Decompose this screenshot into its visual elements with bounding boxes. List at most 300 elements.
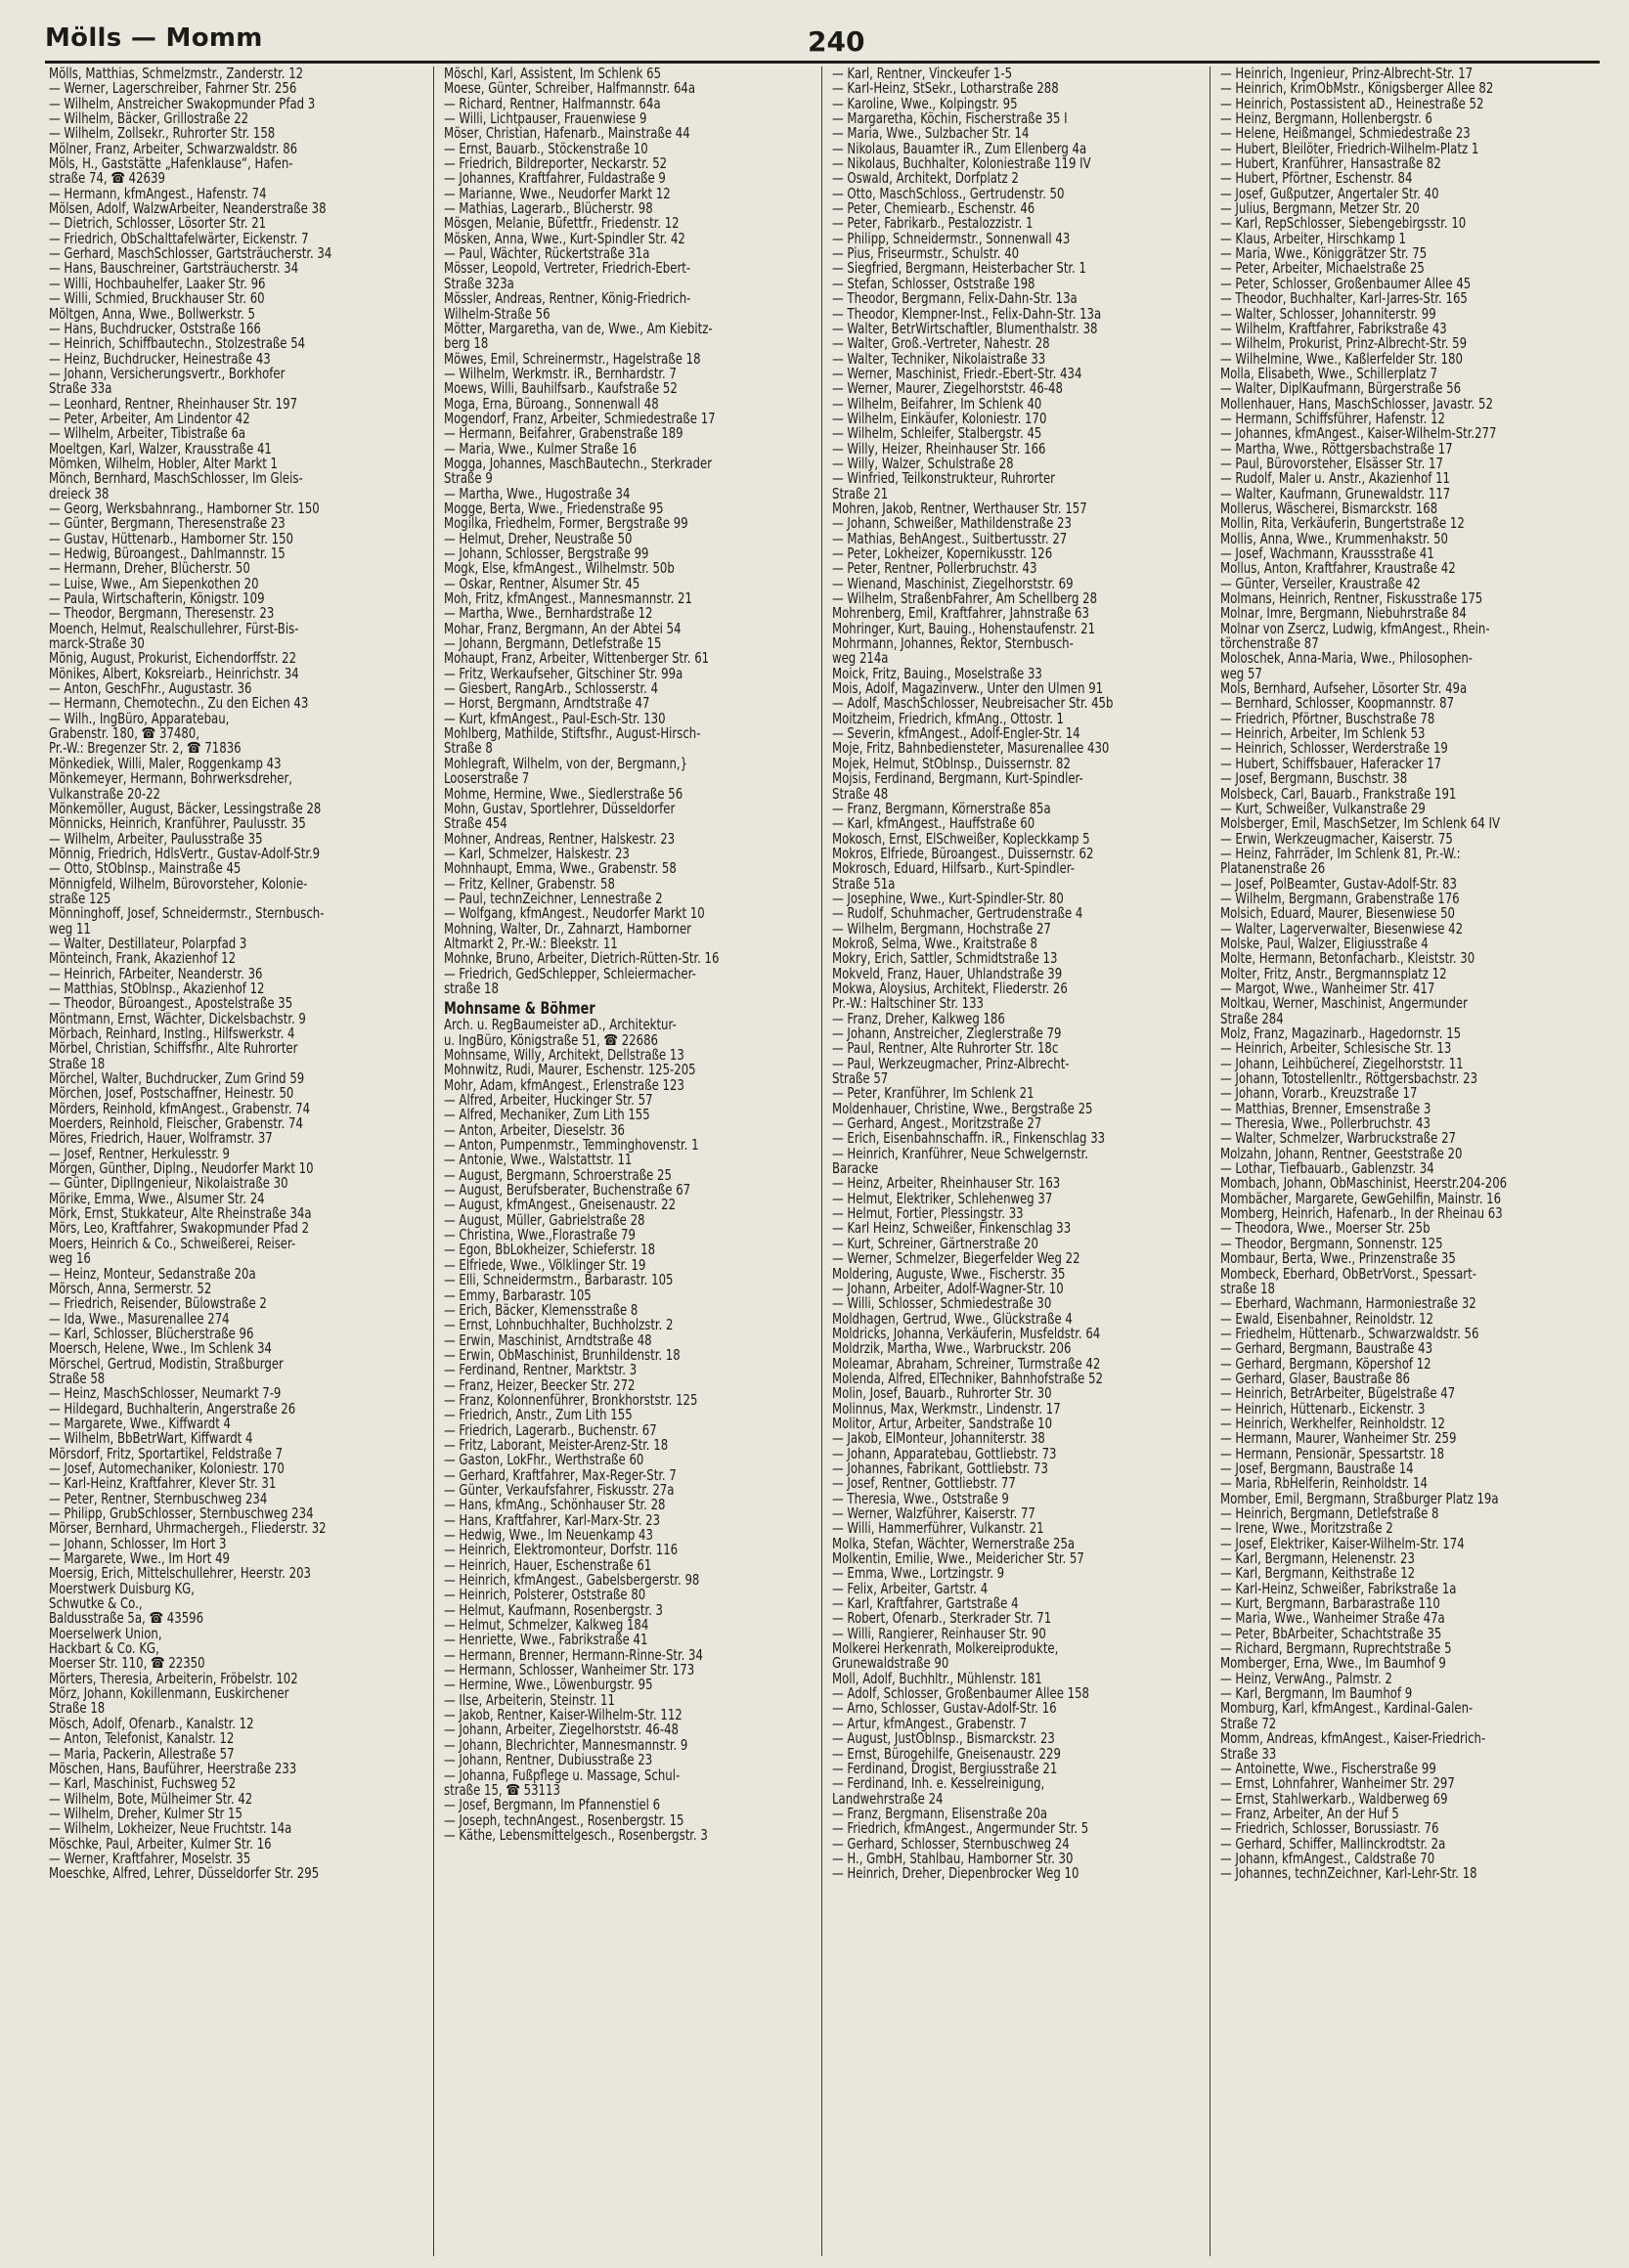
directory-entry: — Henriette, Wwe., Fabrikstraße 41: [444, 1631, 648, 1649]
directory-entry: — Nikolaus, Bauamter iR., Zum Ellenberg 4a: [832, 139, 1087, 157]
directory-entry: — Heinz, VerwAng., Palmstr. 2: [1220, 1669, 1392, 1687]
directory-entry: Möntmann, Ernst, Wächter, Dickelsbachstr. 9: [49, 1009, 306, 1027]
directory-entry: — Otto, StOblnsp., Mainstraße 45: [49, 859, 242, 878]
directory-entry: — Heinrich, Schlosser, Werderstraße 19: [1220, 739, 1448, 758]
directory-entry: — Walter, Destillateur, Polarpfad 3: [49, 934, 247, 952]
directory-entry: — Karl, kfmAngest., Hauffstraße 60: [832, 814, 1035, 833]
directory-entry: Momber, Emil, Bergmann, Straßburger Platz 19a: [1220, 1489, 1499, 1507]
directory-entry: — Philipp, GrubSchlosser, Sternbuschweg 234: [49, 1505, 314, 1522]
directory-entry: — Johannes, kfmAngest., Kaiser-Wilhelm-Str.277: [1220, 424, 1497, 443]
directory-entry: Straße 323a: [444, 274, 514, 292]
directory-entry: — Karoline, Wwe., Kolpingstr. 95: [832, 94, 1018, 112]
directory-entry: — Rudolf, Maler u. Anstr., Akazienhof 11: [1220, 469, 1450, 488]
directory-entry: — H., GmbH, Stahlbau, Hamborner Str. 30: [832, 1849, 1074, 1867]
directory-entry: Moews, Willi, Bauhilfsarb., Kaufstraße 52: [444, 379, 678, 398]
directory-entry: — Heinrich, Dreher, Diepenbrocker Weg 10: [832, 1864, 1079, 1883]
directory-entry: Mohr, Adam, kfmAngest., Erlenstraße 123: [444, 1075, 684, 1094]
directory-entry: — Peter, BbArbeiter, Schachtstraße 35: [1220, 1624, 1442, 1642]
column-3: [821, 66, 1210, 2256]
directory-entry: — Hans, Bauschreiner, Gartsträucherstr. 34: [49, 259, 299, 278]
directory-entry: — Kurt, Schweißer, Vulkanstraße 29: [1220, 799, 1426, 817]
directory-entry: — Helmut, Kaufmann, Rosenbergstr. 3: [444, 1600, 663, 1619]
directory-entry: Möschen, Hans, Bauführer, Heerstraße 233: [49, 1759, 297, 1777]
directory-entry: — Ferdinand, Inh. e. Kesselreinigung,: [832, 1774, 1045, 1793]
directory-entry: — Josef, Bergmann, Im Pfannenstiel 6: [444, 1796, 661, 1814]
directory-entry: Straße 72: [1220, 1714, 1277, 1732]
directory-entry: — Hermann, Pensionär, Spessartstr. 18: [1220, 1444, 1445, 1462]
directory-entry: straße 125: [49, 889, 111, 907]
directory-entry: — Karl, Bergmann, Im Baumhof 9: [1220, 1684, 1413, 1703]
directory-entry: Mokry, Erich, Sattler, Schmidtstraße 13: [832, 949, 1058, 968]
header-rule: [45, 61, 1600, 64]
directory-entry: Moerders, Reinhold, Fleischer, Grabenstr. 74: [49, 1114, 303, 1133]
directory-entry: Mörsdorf, Fritz, Sportartikel, Feldstraße 7: [49, 1444, 284, 1462]
directory-entry: — Franz, Arbeiter, An der Huf 5: [1220, 1804, 1399, 1822]
running-head: Mölls — Momm: [45, 23, 263, 53]
directory-entry: — Theodor, Buchhalter, Karl-Jarres-Str. 165: [1220, 289, 1468, 308]
directory-entry: Mokosch, Ernst, ElSchweißer, Kopleckkamp 5: [832, 829, 1090, 848]
directory-entry: — Rudolf, Schuhmacher, Gertrudenstraße 4: [832, 904, 1083, 923]
directory-entry: — Friedrich, Reisender, Bülowstraße 2: [49, 1294, 267, 1313]
directory-entry: Moje, Fritz, Bahnbediensteter, Masurenallee 430: [832, 739, 1110, 758]
directory-entry: — Emmy, Barbarastr. 105: [444, 1286, 592, 1304]
directory-entry: — Werner, Maschinist, Friedr.-Ebert-Str. 434: [832, 364, 1082, 382]
directory-entry: — Severin, kfmAngest., Adolf-Engler-Str. 14: [832, 724, 1080, 743]
directory-entry: — Heinrich, FArbeiter, Neanderstr. 36: [49, 964, 263, 982]
directory-entry: — Paul, Wächter, Rückertstraße 31a: [444, 244, 650, 263]
directory-entry: Molsich, Eduard, Maurer, Biesenwiese 50: [1220, 904, 1456, 923]
directory-entry: — Nikolaus, Buchhalter, Koloniestraße 119 IV: [832, 154, 1091, 173]
directory-entry: Wilhelm-Straße 56: [444, 304, 550, 323]
directory-entry: — Werner, Schmelzer, Biegerfelder Weg 22: [832, 1249, 1080, 1268]
directory-entry: — Mathias, BehAngest., Suitbertusstr. 27: [832, 529, 1068, 547]
directory-entry: — Johannes, technZeichner, Karl-Lehr-Str. 18: [1220, 1864, 1477, 1883]
directory-entry: Moitzheim, Friedrich, kfmAng., Ottostr. 1: [832, 709, 1064, 727]
directory-entry: Mohlberg, Mathilde, Stiftsfhr., August-Hirsch-: [444, 724, 701, 743]
directory-entry: — Friedhelm, Hüttenarb., Schwarzwaldstr. 56: [1220, 1324, 1479, 1342]
directory-entry: — Peter, Rentner, Sternbuschweg 234: [49, 1489, 268, 1507]
directory-entry: — Friedrich, GedSchlepper, Schleiermacher-: [444, 964, 696, 982]
directory-entry: Mokwa, Aloysius, Architekt, Fliederstr. 26: [832, 979, 1068, 997]
directory-entry: — Wilhelm, Arbeiter, Paulusstraße 35: [49, 829, 263, 848]
directory-entry: — Karl, Schlosser, Blücherstraße 96: [49, 1324, 254, 1342]
directory-entry: — Robert, Ofenarb., Sterkrader Str. 71: [832, 1609, 1052, 1628]
directory-entry: Mokveld, Franz, Hauer, Uhlandstraße 39: [832, 964, 1063, 982]
directory-entry: Mohner, Andreas, Rentner, Halskestr. 23: [444, 829, 676, 848]
directory-entry: — Elfriede, Wwe., Völklinger Str. 19: [444, 1255, 646, 1274]
directory-entry: — Erwin, Werkzeugmacher, Kaiserstr. 75: [1220, 829, 1453, 848]
directory-entry: — Johann, kfmAngest., Caldstraße 70: [1220, 1849, 1435, 1867]
directory-entry: — Joseph, technAngest., Rosenbergstr. 15: [444, 1810, 684, 1829]
directory-entry: — Maria, Wwe., Königgrätzer Str. 75: [1220, 244, 1428, 263]
directory-entry: Mombeck, Eberhard, ObBetrVorst., Spessart-: [1220, 1264, 1476, 1283]
directory-entry: — Kurt, Schreiner, Gärtnerstraße 20: [832, 1234, 1038, 1252]
directory-entry: — Gerhard, Glaser, Baustraße 86: [1220, 1369, 1410, 1387]
directory-entry: — Hubert, Kranführer, Hansastraße 82: [1220, 154, 1441, 173]
directory-entry: — Paula, Wirtschafterin, Königstr. 109: [49, 589, 265, 608]
directory-entry: — Anton, Pumpenmstr., Temminghovenstr. 1: [444, 1136, 699, 1155]
directory-entry: Molla, Elisabeth, Wwe., Schillerplatz 7: [1220, 364, 1438, 382]
directory-entry: — Willy, Heizer, Rheinhauser Str. 166: [832, 439, 1046, 458]
directory-entry: — Matthias, StOblnsp., Akazienhof 12: [49, 979, 265, 997]
directory-entry: — Hans, Kraftfahrer, Karl-Marx-Str. 23: [444, 1510, 661, 1529]
directory-entry: weg 16: [49, 1249, 91, 1268]
directory-entry: — Hildegard, Buchhalterin, Angerstraße 26: [49, 1399, 296, 1418]
directory-entry: Straße 57: [832, 1069, 889, 1088]
directory-entry: weg 214a: [832, 649, 889, 668]
directory-entry: — Georg, Werksbahnrang., Hamborner Str. 150: [49, 499, 320, 517]
directory-entry: Mombach, Johann, ObMaschinist, Heerstr.204-206: [1220, 1174, 1508, 1193]
directory-entry: — Gerhard, MaschSchlosser, Gartsträucherstr. 34: [49, 244, 332, 263]
directory-entry: — Mathias, Lagerarb., Blücherstr. 98: [444, 199, 653, 218]
directory-entry: — Wilhelm, Beifahrer, Im Schlenk 40: [832, 394, 1042, 413]
directory-entry: — Kurt, Bergmann, Barbarastraße 110: [1220, 1594, 1440, 1613]
directory-entry: — Friedrich, ObSchalttafelwärter, Eickenstr. 7: [49, 229, 309, 247]
directory-entry: — Franz, Dreher, Kalkweg 186: [832, 1009, 1005, 1027]
directory-entry: — Hans, Buchdrucker, Oststraße 166: [49, 319, 261, 337]
directory-entry: u. IngBüro, Königstraße 51, ☎ 22686: [444, 1030, 658, 1049]
directory-entry: — Hans, kfmAng., Schönhauser Str. 28: [444, 1496, 666, 1514]
directory-entry: — Bernhard, Schlosser, Koopmannstr. 87: [1220, 694, 1455, 713]
directory-entry: — Maria, Packerin, Allestraße 57: [49, 1744, 235, 1763]
directory-entry: marck-Straße 30: [49, 634, 145, 653]
directory-entry: Straße 51a: [832, 874, 896, 893]
directory-entry: Moll, Adolf, Buchhltr., Mühlenstr. 181: [832, 1669, 1042, 1687]
directory-entry: Mönnicks, Heinrich, Kranführer, Paulusstr. 35: [49, 814, 306, 833]
column-4: [1210, 66, 1598, 2256]
directory-entry: — Walter, BetrWirtschaftler, Blumenthalstr. 38: [832, 319, 1098, 337]
directory-entry: — Arno, Schlosser, Gustav-Adolf-Str. 16: [832, 1699, 1057, 1718]
directory-entry: Möls, H., Gaststätte „Hafenklause“, Hafen-: [49, 154, 293, 173]
directory-entry: — Christina, Wwe.,Florastraße 79: [444, 1226, 636, 1244]
directory-entry: Molske, Paul, Walzer, Eligiusstraße 4: [1220, 934, 1429, 952]
directory-entry: Straße 58: [49, 1369, 106, 1387]
directory-entry: Mörschel, Gertrud, Modistin, Straßburger: [49, 1354, 284, 1373]
directory-entry: Mösch, Adolf, Ofenarb., Kanalstr. 12: [49, 1714, 254, 1732]
directory-entry: — Oskar, Rentner, Alsumer Str. 45: [444, 574, 640, 592]
directory-entry: Mönteinch, Frank, Akazienhof 12: [49, 949, 237, 968]
directory-entry: Molin, Josef, Bauarb., Ruhrorter Str. 30: [832, 1384, 1052, 1403]
directory-entry: — Werner, Lagerschreiber, Fahrner Str. 256: [49, 79, 297, 98]
directory-entry: Molsberger, Emil, MaschSetzer, Im Schlenk 64 IV: [1220, 814, 1500, 833]
directory-entry: Möres, Friedrich, Hauer, Wolframstr. 37: [49, 1129, 273, 1148]
directory-entry: Straße 48: [832, 784, 889, 803]
directory-entry: — Gustav, Hüttenarb., Hamborner Str. 150: [49, 529, 294, 547]
directory-entry: Moldenhauer, Christine, Wwe., Bergstraße 25: [832, 1099, 1093, 1117]
page-header: [45, 16, 1600, 66]
directory-entry: — Wilhelmine, Wwe., Kaßlerfelder Str. 180: [1220, 349, 1463, 368]
directory-entry: — Friedrich, kfmAngest., Angermunder Str. 5: [832, 1819, 1089, 1838]
directory-entry: — Wilhelm, Bäcker, Grillostraße 22: [49, 109, 249, 128]
directory-entry: — Wilhelm, StraßenbFahrer, Am Schellberg 28: [832, 589, 1098, 608]
directory-entry: Moga, Erna, Büroang., Sonnenwall 48: [444, 394, 659, 413]
directory-entry: Moerser Str. 110, ☎ 22350: [49, 1654, 205, 1673]
directory-entry: — Willi, Rangierer, Reinhauser Str. 90: [832, 1624, 1046, 1642]
directory-entry: — Gerhard, Bergmann, Baustraße 43: [1220, 1339, 1433, 1358]
directory-entry: Moerselwerk Union,: [49, 1624, 162, 1642]
directory-entry: Molka, Stefan, Wächter, Wernerstraße 25a: [832, 1534, 1076, 1552]
directory-entry: — Theodor, Bergmann, Theresenstr. 23: [49, 604, 275, 623]
directory-entry: Mörbel, Christian, Schiffsfhr., Alte Ruhrorter: [49, 1039, 298, 1058]
directory-entry: — Paul, technZeichner, Lennestraße 2: [444, 889, 663, 907]
directory-entry: Mohaupt, Franz, Arbeiter, Wittenberger Str. 61: [444, 649, 710, 668]
directory-entry: — Hedwig, Wwe., Im Neuenkamp 43: [444, 1526, 653, 1544]
directory-entry: — Karl, Schmelzer, Halskestr. 23: [444, 844, 630, 862]
directory-entry: Mohnsame & Böhmer: [444, 999, 595, 1020]
directory-entry: — Walter, Techniker, Nikolaistraße 33: [832, 349, 1046, 368]
directory-entry: — Franz, Kolonnenführer, Bronkhorststr. 125: [444, 1390, 698, 1409]
directory-entry: — Heinrich, Elektromonteur, Dorfstr. 116: [444, 1541, 679, 1559]
directory-entry: — Heinrich, Ingenieur, Prinz-Albrecht-Str. 17: [1220, 66, 1474, 82]
directory-entry: Straße 18: [49, 1054, 106, 1072]
directory-entry: — Kurt, kfmAngest., Paul-Esch-Str. 130: [444, 709, 666, 727]
directory-entry: — Josef, Bergmann, Buschstr. 38: [1220, 769, 1408, 788]
directory-entry: — Maria, Wwe., Sulzbacher Str. 14: [832, 124, 1030, 143]
directory-entry: Moerstwerk Duisburg KG,: [49, 1579, 195, 1597]
directory-entry: Mörgen, Günther, Diplng., Neudorfer Markt 10: [49, 1159, 314, 1178]
directory-entry: Mohning, Walter, Dr., Zahnarzt, Hamborner: [444, 919, 691, 938]
directory-entry: — August, kfmAngest., Gneisenaustr. 22: [444, 1196, 677, 1214]
directory-entry: Straße 18: [49, 1699, 106, 1718]
directory-entry: — Theresia, Wwe., Pollerbruchstr. 43: [1220, 1114, 1431, 1133]
directory-entry: — Willi, Lichtpauser, Frauenwiese 9: [444, 109, 647, 128]
directory-entry: Möschke, Paul, Arbeiter, Kulmer Str. 16: [49, 1834, 272, 1853]
directory-entry: — Artur, kfmAngest., Grabenstr. 7: [832, 1714, 1028, 1732]
directory-entry: Mösgen, Melanie, Büfettfr., Friedenstr. 12: [444, 214, 680, 233]
directory-entry: Mönnigfeld, Wilhelm, Bürovorsteher, Kolonie-: [49, 874, 308, 893]
directory-entry: Platanenstraße 26: [1220, 859, 1326, 878]
directory-entry: — Ferdinand, Rentner, Marktstr. 3: [444, 1361, 638, 1379]
directory-entry: — Johann, Arbeiter, Ziegelhorststr. 46-48: [444, 1721, 679, 1739]
directory-entry: — Willi, Schmied, Bruckhauser Str. 60: [49, 289, 265, 308]
directory-entry: Moldricks, Johanna, Verkäuferin, Musfeldstr. 64: [832, 1324, 1101, 1342]
directory-entry: — Oswald, Architekt, Dorfplatz 2: [832, 169, 1019, 188]
directory-entry: Grabenstr. 180, ☎ 37480,: [49, 724, 199, 743]
directory-entry: Molter, Fritz, Anstr., Bergmannsplatz 12: [1220, 964, 1447, 982]
page-number: 240: [808, 25, 865, 58]
directory-entry: — Richard, Bergmann, Ruprechtstraße 5: [1220, 1639, 1452, 1658]
directory-entry: — Josef, PolBeamter, Gustav-Adolf-Str. 83: [1220, 874, 1457, 893]
directory-entry: Moeschke, Alfred, Lehrer, Düsseldorfer Str. 295: [49, 1864, 320, 1883]
directory-entry: Moersig, Erich, Mittelschullehrer, Heerstr. 203: [49, 1564, 311, 1583]
directory-entry: — Antoinette, Wwe., Fischerstraße 99: [1220, 1759, 1436, 1777]
directory-entry: — Johann, Versicherungsvertr., Borkhofer: [49, 364, 286, 382]
directory-entry: — Otto, MaschSchloss., Gertrudenstr. 50: [832, 184, 1065, 202]
directory-entry: — Heinrich, Postassistent aD., Heinestraße 52: [1220, 94, 1484, 112]
directory-entry: Mösken, Anna, Wwe., Kurt-Spindler Str. 42: [444, 229, 685, 247]
directory-entry: — Werner, Walzführer, Kaiserstr. 77: [832, 1505, 1035, 1522]
directory-entry: — Anton, GeschFhr., Augustastr. 36: [49, 679, 252, 698]
directory-entry: — Wienand, Maschinist, Ziegelhorststr. 69: [832, 574, 1074, 592]
directory-entry: — Eberhard, Wachmann, Harmoniestraße 32: [1220, 1294, 1476, 1313]
directory-entry: Mollenhauer, Hans, MaschSchlosser, Javastr. 52: [1220, 394, 1493, 413]
directory-entry: — Johann, Schweißer, Mathildenstraße 23: [832, 514, 1072, 533]
directory-entry: — Fritz, Kellner, Grabenstr. 58: [444, 874, 615, 893]
directory-entry: Möschl, Karl, Assistent, Im Schlenk 65: [444, 66, 662, 82]
directory-entry: Moleamar, Abraham, Schreiner, Turmstraße 42: [832, 1354, 1101, 1373]
directory-entry: Moench, Helmut, Realschullehrer, Fürst-Bis-: [49, 619, 299, 637]
directory-entry: — August, JustOblnsp., Bismarckstr. 23: [832, 1729, 1055, 1748]
directory-entry: — Heinz, Bergmann, Hollenbergstr. 6: [1220, 109, 1432, 128]
directory-entry: — Johann, Rentner, Dubiusstraße 23: [444, 1751, 653, 1769]
directory-entry: — Hermann, Schiffsführer, Hafenstr. 12: [1220, 409, 1446, 427]
directory-entry: — Wilhelm, Bergmann, Hochstraße 27: [832, 919, 1051, 938]
directory-entry: Straße 8: [444, 739, 493, 758]
directory-entry: — Heinrich, Kranführer, Neue Schwelgernstr.: [832, 1144, 1088, 1162]
directory-entry: Straße 284: [1220, 1009, 1284, 1027]
directory-entry: — Karl, RepSchlosser, Siebengebirgsstr. 10: [1220, 214, 1467, 233]
directory-entry: — Karl-Heinz, Schweißer, Fabrikstraße 1a: [1220, 1579, 1457, 1597]
directory-entry: — Josef, Automechaniker, Koloniestr. 170: [49, 1459, 285, 1477]
directory-entry: — Helmut, Elektriker, Schlehenweg 37: [832, 1189, 1053, 1207]
directory-entry: — Anton, Telefonist, Kanalstr. 12: [49, 1729, 235, 1748]
directory-entry: Baracke: [832, 1159, 879, 1178]
directory-entry: — Felix, Arbeiter, Gartstr. 4: [832, 1579, 989, 1597]
directory-entry: Moersch, Helene, Wwe., Im Schlenk 34: [49, 1339, 272, 1358]
directory-entry: Molmans, Heinrich, Rentner, Fiskusstraße 175: [1220, 589, 1483, 608]
directory-entry: Molz, Franz, Magazinarb., Hagedornstr. 15: [1220, 1025, 1462, 1042]
directory-entry: — Karl-Heinz, StSekr., Lotharstraße 288: [832, 79, 1059, 98]
directory-entry: Mönikes, Albert, Koksreiarb., Heinrichstr. 34: [49, 664, 299, 682]
directory-entry: — Günter, DiplIngenieur, Nikolaistraße 30: [49, 1174, 288, 1193]
directory-entry: — Wilhelm, Einkäufer, Koloniestr. 170: [832, 409, 1047, 427]
directory-entry: — Willi, Hochbauhelfer, Laaker Str. 96: [49, 274, 266, 292]
directory-entry: — Josef, Gußputzer, Angertaler Str. 40: [1220, 184, 1439, 202]
directory-entry: — Johann, Totostellenltr., Röttgersbachstr. 23: [1220, 1069, 1478, 1088]
directory-entry: Mols, Bernhard, Aufseher, Lösorter Str. 49a: [1220, 679, 1468, 698]
directory-entry: — Heinz, Fahrräder, Im Schlenk 81, Pr.-W.:: [1220, 844, 1461, 862]
directory-entry: — Karl, Bergmann, Keithstraße 12: [1220, 1564, 1416, 1583]
directory-entry: Molsbeck, Carl, Bauarb., Frankstraße 191: [1220, 784, 1457, 803]
directory-entry: — Hermann, Beifahrer, Grabenstraße 189: [444, 424, 683, 443]
directory-entry: — Wolfgang, kfmAngest., Neudorfer Markt 10: [444, 904, 705, 923]
directory-entry: — Karl-Heinz, Kraftfahrer, Klever Str. 31: [49, 1474, 277, 1493]
directory-entry: Molkerei Herkenrath, Molkereiprodukte,: [832, 1639, 1059, 1658]
directory-entry: — Fritz, Laborant, Meister-Arenz-Str. 18: [444, 1435, 669, 1454]
columns: [45, 66, 1600, 2256]
directory-entry: Moese, Günter, Schreiber, Halfmannstr. 64a: [444, 79, 696, 98]
directory-entry: — Heinrich, BetrArbeiter, Bügelstraße 47: [1220, 1384, 1456, 1403]
directory-entry: — Wilhelm, Bote, Mülheimer Str. 42: [49, 1789, 253, 1808]
directory-entry: — Günter, Verkaufsfahrer, Fiskusstr. 27a: [444, 1480, 675, 1499]
directory-entry: — Ernst, Bauarb., Stöckenstraße 10: [444, 139, 648, 157]
directory-entry: Mogk, Else, kfmAngest., Wilhelmstr. 50b: [444, 559, 675, 578]
directory-entry: straße 74, ☎ 42639: [49, 169, 165, 188]
directory-entry: — Erich, Bäcker, Klemensstraße 8: [444, 1300, 638, 1319]
directory-entry: — Johann, Schlosser, Bergstraße 99: [444, 545, 649, 562]
directory-entry: Pr.-W.: Bregenzer Str. 2, ☎ 71836: [49, 739, 242, 758]
directory-entry: — Marianne, Wwe., Neudorfer Markt 12: [444, 184, 671, 202]
directory-entry: Molnar, Imre, Bergmann, Niebuhrstraße 84: [1220, 604, 1467, 623]
directory-entry: Mötter, Margaretha, van de, Wwe., Am Kiebitz-: [444, 319, 713, 337]
directory-entry: Mohnhaupt, Emma, Wwe., Grabenstr. 58: [444, 859, 677, 878]
column-1: [45, 66, 433, 2256]
directory-entry: — Wilhelm, BbBetrWart, Kiffwardt 4: [49, 1429, 253, 1448]
directory-entry: — Peter, Fabrikarb., Pestalozzistr. 1: [832, 214, 1034, 233]
directory-entry: — Martha, Wwe., Bernhardstraße 12: [444, 604, 653, 623]
directory-entry: — Willy, Walzer, Schulstraße 28: [832, 454, 1014, 472]
directory-entry: Mönkemöller, August, Bäcker, Lessingstraße 28: [49, 799, 322, 817]
directory-entry: Momburg, Karl, kfmAngest., Kardinal-Galen-: [1220, 1699, 1474, 1718]
directory-entry: — Matthias, Brenner, Emsenstraße 3: [1220, 1099, 1431, 1117]
directory-entry: — Hedwig, Büroangest., Dahlmannstr. 15: [49, 545, 286, 562]
directory-entry: — Heinz, Monteur, Sedanstraße 20a: [49, 1264, 256, 1283]
directory-entry: — Heinrich, kfmAngest., Gabelsbergerstr. 98: [444, 1571, 700, 1590]
directory-entry: — Wilhelm, Schleifer, Stalbergstr. 45: [832, 424, 1042, 443]
directory-entry: — Johann, Vorarb., Kreuzstraße 17: [1220, 1084, 1418, 1103]
directory-entry: — Wilh., IngBüro, Apparatebau,: [49, 709, 230, 727]
directory-entry: — Helmut, Fortier, Plessingstr. 33: [832, 1204, 1024, 1223]
directory-entry: — Willi, Schlosser, Schmiedestraße 30: [832, 1294, 1052, 1313]
directory-entry: — Hubert, Schiffsbauer, Haferacker 17: [1220, 754, 1442, 772]
directory-entry: Momm, Andreas, kfmAngest., Kaiser-Friedrich-: [1220, 1729, 1486, 1748]
directory-entry: Mönch, Bernhard, MaschSchlosser, Im Gleis-: [49, 469, 303, 488]
directory-entry: Mönkediek, Willi, Maler, Roggenkamp 43: [49, 754, 282, 772]
directory-entry: — Ilse, Arbeiterin, Steinstr. 11: [444, 1690, 615, 1709]
directory-entry: — Gerhard, Angest., Moritzstraße 27: [832, 1114, 1042, 1133]
directory-entry: — Ida, Wwe., Masurenallee 274: [49, 1309, 230, 1328]
directory-entry: — Walter, DiplKaufmann, Bürgerstraße 56: [1220, 379, 1462, 398]
directory-entry: Mohren, Jakob, Rentner, Werthauser Str. 157: [832, 499, 1087, 517]
directory-entry: — Peter, Arbeiter, Michaelstraße 25: [1220, 259, 1425, 278]
directory-entry: Mombächer, Margarete, GewGehilfin, Mainstr. 16: [1220, 1189, 1502, 1207]
directory-entry: Momberger, Erna, Wwe., Im Baumhof 9: [1220, 1654, 1446, 1673]
directory-entry: — Martha, Wwe., Hugostraße 34: [444, 484, 631, 502]
directory-entry: — Johann, Leihbüchereí, Ziegelhorststr. 11: [1220, 1054, 1464, 1072]
directory-entry: — Johann, Anstreicher, Zieglerstraße 79: [832, 1025, 1062, 1042]
directory-entry: Molinnus, Max, Werkmstr., Lindenstr. 17: [832, 1399, 1061, 1418]
directory-entry: — Karl Heinz, Schweißer, Finkenschlag 33: [832, 1219, 1072, 1238]
directory-entry: Straße 454: [444, 814, 507, 833]
directory-entry: — Wilhelm, Bergmann, Grabenstraße 176: [1220, 889, 1460, 907]
directory-entry: Molte, Hermann, Betonfacharb., Kleiststr. 30: [1220, 949, 1475, 968]
directory-entry: — Ewald, Eisenbahner, Reinoldstr. 12: [1220, 1309, 1434, 1328]
directory-entry: Mohrmann, Johannes, Rektor, Sternbusch-: [832, 634, 1074, 653]
directory-entry: — Josef, Rentner, Herkulesstr. 9: [49, 1144, 230, 1162]
directory-entry: Mombaur, Berta, Wwe., Prinzenstraße 35: [1220, 1249, 1456, 1268]
directory-entry: — Ferdinand, Drogist, Bergiusstraße 21: [832, 1759, 1058, 1777]
directory-entry: — Ernst, Lohnbuchhalter, Buchholzstr. 2: [444, 1316, 674, 1334]
directory-entry: — Hermann, Dreher, Blücherstr. 50: [49, 559, 250, 578]
directory-entry: Straße 33a: [49, 379, 112, 398]
directory-entry: Moh, Fritz, kfmAngest., Mannesmannstr. 21: [444, 589, 692, 608]
directory-entry: Straße 33: [1220, 1744, 1277, 1763]
directory-entry: Mönnig, Friedrich, HdlsVertr., Gustav-Adolf-Str.9: [49, 844, 321, 862]
directory-entry: — Martha, Wwe., Röttgersbachstraße 17: [1220, 439, 1453, 458]
directory-entry: Mönninghoff, Josef, Schneidermstr., Sternbusch-: [49, 904, 325, 923]
directory-entry: — Theodor, Klempner-Inst., Felix-Dahn-Str. 13a: [832, 304, 1102, 323]
directory-entry: — Josef, Wachmann, Kraussstraße 41: [1220, 545, 1434, 562]
directory-entry: Mokrosch, Eduard, Hilfsarb., Kurt-Spindler-: [832, 859, 1075, 878]
directory-entry: Molnar von Zsercz, Ludwig, kfmAngest., Rhein-: [1220, 619, 1490, 637]
directory-entry: — Klaus, Arbeiter, Hirschkamp 1: [1220, 229, 1406, 247]
directory-entry: — Johanna, Fußpflege u. Massage, Schul-: [444, 1766, 681, 1784]
directory-entry: — Theodora, Wwe., Moerser Str. 25b: [1220, 1219, 1431, 1238]
directory-entry: — Horst, Bergmann, Arndtstraße 47: [444, 694, 650, 713]
directory-entry: — Hermann, kfmAngest., Hafenstr. 74: [49, 184, 267, 202]
directory-entry: Mohnke, Bruno, Arbeiter, Dietrich-Rütten-Str. 16: [444, 949, 720, 968]
directory-entry: — Friedrich, Pförtner, Buschstraße 78: [1220, 709, 1435, 727]
directory-entry: — Erich, Eisenbahnschaffn. iR., Finkenschlag 33: [832, 1129, 1106, 1148]
directory-entry: Mojsis, Ferdinand, Bergmann, Kurt-Spindler-: [832, 769, 1083, 788]
directory-entry: Molzahn, Johann, Rentner, Geeststraße 20: [1220, 1144, 1463, 1162]
directory-entry: — Wilhelm, Anstreicher Swakopmunder Pfad 3: [49, 94, 316, 112]
directory-entry: — Walter, Kaufmann, Grunewaldstr. 117: [1220, 484, 1451, 502]
directory-entry: — Theresia, Wwe., Oststraße 9: [832, 1489, 1009, 1507]
directory-entry: Mörbach, Reinhard, Instlng., Hilfswerkstr. 4: [49, 1025, 295, 1042]
directory-entry: — Leonhard, Rentner, Rheinhauser Str. 197: [49, 394, 298, 413]
directory-entry: — Dietrich, Schlosser, Lösorter Str. 21: [49, 214, 267, 233]
